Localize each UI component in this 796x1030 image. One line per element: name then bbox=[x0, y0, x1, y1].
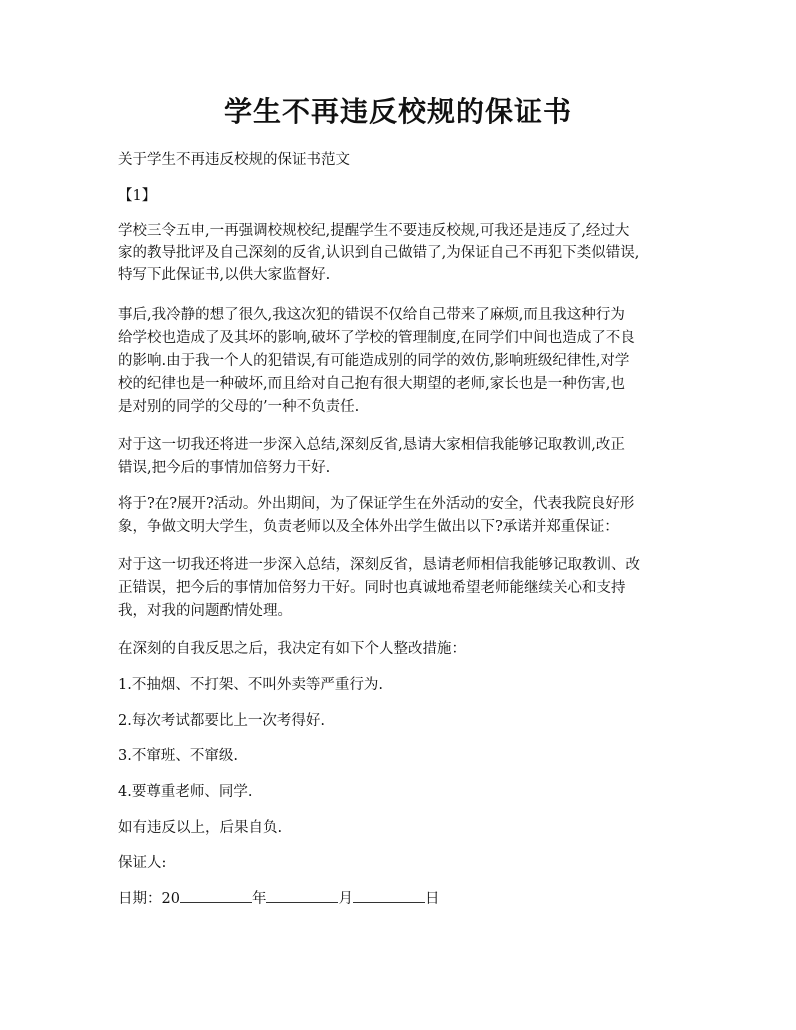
list-item: 3.不窜班、不窜级. bbox=[118, 748, 238, 764]
guarantor-label: 保证人: bbox=[118, 855, 167, 871]
date-label: 日期：20 bbox=[118, 891, 180, 907]
paragraph-line: 校的纪律也是一种破坏,而且给对自己抱有很大期望的老师,家长也是一种伤害,也 bbox=[118, 376, 625, 392]
paragraph-line: 象，争做文明大学生，负责老师以及全体外出学生做出以下?承诺并郑重保证： bbox=[118, 519, 619, 535]
paragraph-line: 我，对我的问题酌情处理。 bbox=[118, 603, 292, 619]
month-blank[interactable] bbox=[266, 888, 338, 903]
document-title: 学生不再违反校规的保证书 bbox=[223, 95, 572, 128]
paragraph-line: 是对别的同学的父母的’一种不负责任. bbox=[118, 399, 360, 415]
document-subtitle: 关于学生不再违反校规的保证书范文 bbox=[118, 152, 350, 168]
day-blank[interactable] bbox=[353, 888, 425, 903]
list-item: 4.要尊重老师、同学. bbox=[118, 784, 253, 800]
paragraph-line: 学校三令五申,一再强调校规校纪,提醒学生不要违反校规,可我还是违反了,经过大 bbox=[118, 223, 630, 239]
list-item: 2.每次考试都要比上一次考得好. bbox=[118, 713, 325, 729]
paragraph-line: 对于这一切我还将进一步深入总结，深刻反省，恳请老师相信我能够记取教训、改 bbox=[118, 557, 640, 573]
year-label: 年 bbox=[251, 891, 267, 907]
section-marker: 【1】 bbox=[118, 188, 157, 204]
paragraph-line: 错误,把今后的事情加倍努力干好. bbox=[118, 460, 331, 476]
day-label: 日 bbox=[424, 891, 440, 907]
list-item: 1.不抽烟、不打架、不叫外卖等严重行为. bbox=[118, 677, 383, 693]
paragraph-line: 特写下此保证书,以供大家监督好. bbox=[118, 267, 331, 283]
paragraph-line: 将于?在?展开?活动。外出期间，为了保证学生在外活动的安全，代表我院良好形 bbox=[118, 496, 635, 512]
paragraph-line: 的影响.由于我一个人的犯错误,有可能造成别的同学的效仿,影响班级纪律性,对学 bbox=[118, 353, 630, 369]
closing-statement: 如有违反以上，后果自负. bbox=[118, 820, 283, 836]
paragraph-line: 家的教导批评及自己深刻的反省,认识到自己做错了,为保证自己不再犯下类似错误, bbox=[118, 245, 640, 261]
paragraph-line: 对于这一切我还将进一步深入总结,深刻反省,恳请大家相信我能够记取教训,改正 bbox=[118, 437, 625, 453]
year-blank[interactable] bbox=[180, 888, 252, 903]
month-label: 月 bbox=[338, 891, 353, 907]
date-line bbox=[118, 887, 439, 911]
paragraph-line: 给学校也造成了及其坏的影响,破坏了学校的管理制度,在同学们中间也造成了不良 bbox=[118, 330, 635, 346]
paragraph-line: 事后,我冷静的想了很久,我这次犯的错误不仅给自己带来了麻烦,而且我这种行为 bbox=[118, 307, 625, 323]
measures-intro: 在深刻的自我反思之后，我决定有如下个人整改措施： bbox=[118, 641, 466, 657]
paragraph-line: 正错误，把今后的事情加倍努力干好。同时也真诚地希望老师能继续关心和支持 bbox=[118, 580, 626, 596]
